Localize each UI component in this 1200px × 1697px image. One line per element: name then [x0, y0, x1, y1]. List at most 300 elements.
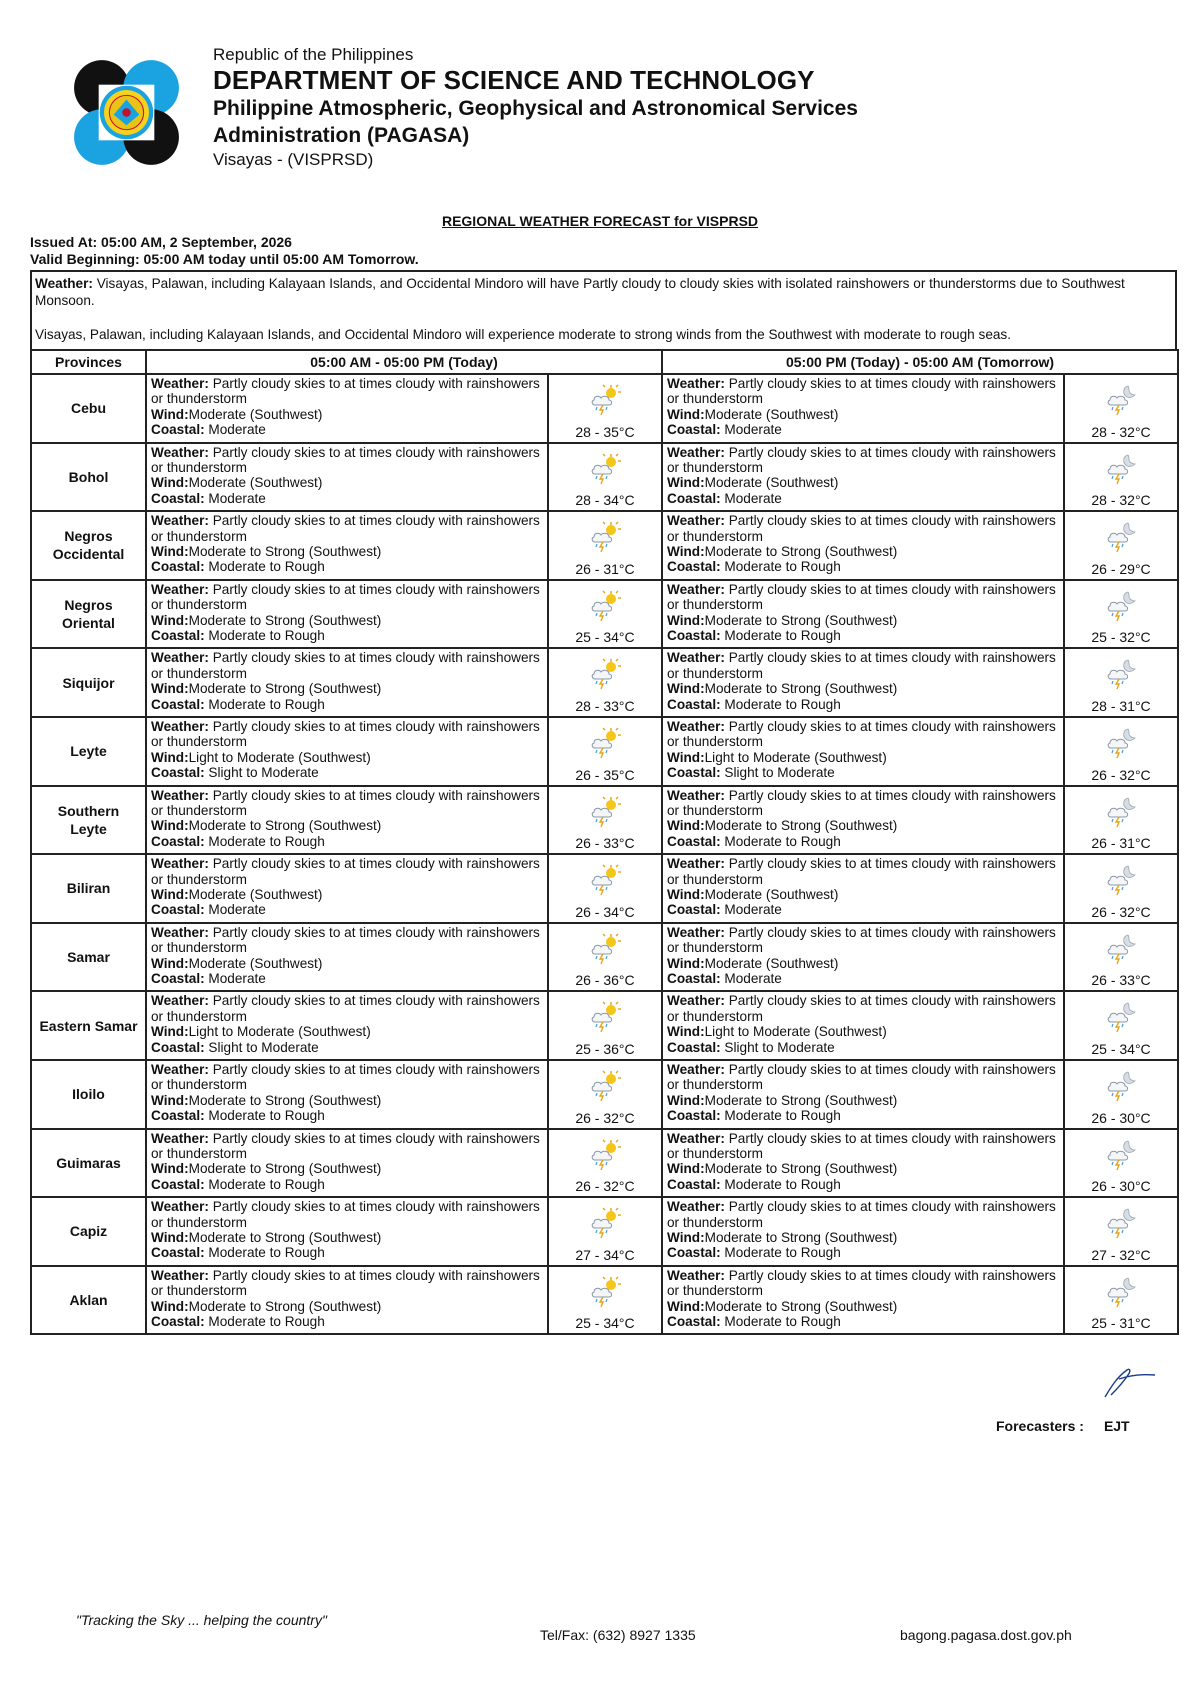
- night-temperature-range: 26 - 31°C: [1091, 835, 1151, 852]
- coastal-value: Moderate: [204, 902, 266, 918]
- weather-line: [667, 376, 1059, 407]
- night-icon-cell: [1064, 786, 1178, 855]
- day-forecast-description: [146, 648, 548, 717]
- region-name: Visayas - (VISPRSD): [213, 150, 374, 169]
- valid-period: Valid Beginning: 05:00 AM today until 05:00 AM Tomorrow.: [30, 251, 419, 267]
- slogan: "Tracking the Sky ... helping the country": [76, 1612, 327, 1628]
- weather-value: Partly cloudy skies to at times cloudy with rainshowers or thunderstorm: [151, 787, 540, 818]
- coastal-label: Coastal:: [667, 765, 721, 781]
- weather-label: Weather:: [667, 581, 725, 597]
- weather-summary-line1: [35, 275, 1172, 309]
- table-row: [31, 991, 1178, 1060]
- wind-line: [667, 887, 1059, 902]
- night-forecast-description: [662, 991, 1064, 1060]
- weather-value: Partly cloudy skies to at times cloudy with rainshowers or thunderstorm: [151, 1061, 540, 1093]
- wind-value: Light to Moderate (Southwest): [704, 1024, 887, 1040]
- weather-label: Weather:: [667, 856, 725, 872]
- night-temperature-range: 26 - 30°C: [1091, 1109, 1151, 1126]
- wind-line: [151, 613, 543, 628]
- weather-value: Partly cloudy skies to at times cloudy with rainshowers or thunderstorm: [667, 856, 1056, 887]
- weather-label: Weather:: [667, 1267, 725, 1283]
- night-forecast-description: [662, 717, 1064, 786]
- night-icon-cell: [1064, 443, 1178, 512]
- coastal-value: Moderate: [204, 490, 266, 506]
- coastal-value: Moderate to Rough: [720, 833, 841, 849]
- wind-line: [667, 1230, 1059, 1245]
- day-temperature-range: 28 - 34°C: [575, 492, 635, 509]
- wind-value: Light to Moderate (Southwest): [188, 1024, 371, 1040]
- night-icon-cell: [1064, 1060, 1178, 1129]
- weather-label: Weather:: [667, 718, 725, 734]
- wind-label: Wind:: [667, 886, 705, 902]
- coastal-label: Coastal:: [151, 559, 205, 575]
- weather-line: [151, 788, 543, 819]
- coastal-value: Moderate to Rough: [720, 696, 841, 712]
- day-temperature-range: 25 - 34°C: [575, 1315, 635, 1332]
- province-name: Negros Occidental: [31, 511, 146, 580]
- wind-value: Moderate to Strong (Southwest): [188, 818, 382, 834]
- weather-value: Partly cloudy skies to at times cloudy with rainshowers or thunderstorm: [151, 581, 540, 613]
- weather-label: Weather:: [667, 444, 725, 460]
- coastal-label: Coastal:: [667, 1039, 721, 1055]
- wind-line: [151, 1299, 543, 1314]
- weather-label: Weather:: [151, 581, 209, 597]
- forecaster-signature: [1097, 1365, 1157, 1401]
- wind-value: Moderate to Strong (Southwest): [188, 612, 382, 628]
- day-forecast-description: [146, 1060, 548, 1129]
- weather-line: [667, 650, 1059, 681]
- coastal-label: Coastal:: [151, 1176, 205, 1192]
- wind-label: Wind:: [667, 681, 705, 697]
- weather-label: Weather:: [151, 376, 209, 391]
- table-row: [31, 1266, 1178, 1335]
- wind-label: Wind:: [667, 1161, 705, 1177]
- wind-label: Wind:: [151, 475, 189, 491]
- wind-label: Wind:: [667, 1024, 705, 1040]
- weather-summary-label: Weather:: [35, 276, 93, 291]
- weather-label: Weather:: [667, 1130, 725, 1146]
- night-temperature-range: 28 - 32°C: [1091, 492, 1151, 509]
- night-temperature-range: 26 - 33°C: [1091, 972, 1151, 989]
- coastal-label: Coastal:: [667, 422, 721, 438]
- wind-line: [667, 1093, 1059, 1108]
- wind-label: Wind:: [151, 1092, 189, 1108]
- wind-label: Wind:: [667, 406, 705, 422]
- night-temperature-range: 26 - 32°C: [1091, 903, 1151, 920]
- night-temperature-range: 26 - 32°C: [1091, 766, 1151, 783]
- weather-value: Partly cloudy skies to at times cloudy with rainshowers or thunderstorm: [667, 1267, 1056, 1299]
- wind-label: Wind:: [667, 1092, 705, 1108]
- night-temperature-range: 25 - 32°C: [1091, 629, 1151, 646]
- wind-line: [151, 544, 543, 559]
- coastal-line: [151, 902, 543, 917]
- coastal-line: [151, 971, 543, 986]
- coastal-label: Coastal:: [667, 833, 721, 849]
- wind-label: Wind:: [151, 544, 189, 559]
- night-icon-cell: [1064, 1129, 1178, 1198]
- coastal-value: Moderate: [720, 422, 782, 438]
- weather-line: [151, 650, 543, 681]
- coastal-line: [151, 1040, 543, 1055]
- weather-label: Weather:: [667, 787, 725, 803]
- weather-label: Weather:: [151, 1267, 209, 1283]
- wind-line: [667, 681, 1059, 696]
- coastal-value: Moderate to Rough: [720, 559, 841, 575]
- weather-line: [667, 925, 1059, 956]
- night-temperature-range: 27 - 32°C: [1091, 1246, 1151, 1263]
- weather-line: [151, 513, 543, 544]
- table-row: [31, 511, 1178, 580]
- wind-label: Wind:: [667, 544, 705, 559]
- wind-value: Moderate to Strong (Southwest): [704, 1092, 898, 1108]
- table-row: [31, 648, 1178, 717]
- weather-value: Partly cloudy skies to at times cloudy with rainshowers or thunderstorm: [151, 924, 540, 956]
- coastal-line: [151, 697, 543, 712]
- weather-line: [151, 582, 543, 613]
- weather-label: Weather:: [151, 1130, 209, 1146]
- night-temperature-range: 28 - 31°C: [1091, 697, 1151, 714]
- night-temperature-range: 26 - 30°C: [1091, 1178, 1151, 1195]
- coastal-label: Coastal:: [151, 833, 205, 849]
- weather-line: [667, 1131, 1059, 1162]
- wind-value: Moderate to Strong (Southwest): [188, 1229, 382, 1245]
- wind-line: [667, 407, 1059, 422]
- coastal-line: [151, 491, 543, 506]
- wind-value: Moderate to Strong (Southwest): [704, 1161, 898, 1177]
- table-row: [31, 1060, 1178, 1129]
- wind-line: [151, 681, 543, 696]
- weather-value: Partly cloudy skies to at times cloudy with rainshowers or thunderstorm: [151, 1130, 540, 1161]
- day-icon-cell: [548, 511, 662, 580]
- weather-value: Partly cloudy skies to at times cloudy with rainshowers or thunderstorm: [667, 581, 1056, 613]
- night-icon-cell: [1064, 923, 1178, 992]
- night-forecast-description: [662, 786, 1064, 855]
- wind-value: Moderate to Strong (Southwest): [704, 1298, 898, 1314]
- day-temperature-range: 26 - 33°C: [575, 835, 635, 852]
- coastal-value: Slight to Moderate: [204, 1039, 319, 1055]
- weather-value: Partly cloudy skies to at times cloudy with rainshowers or thunderstorm: [667, 444, 1056, 475]
- weather-value: Partly cloudy skies to at times cloudy with rainshowers or thunderstorm: [667, 1130, 1056, 1161]
- day-icon-cell: [548, 1266, 662, 1335]
- report-title: REGIONAL WEATHER FORECAST for VISPRSD: [441, 213, 759, 229]
- coastal-value: Moderate to Rough: [204, 1176, 325, 1192]
- night-forecast-description: [662, 923, 1064, 992]
- wind-value: Moderate to Strong (Southwest): [188, 681, 382, 697]
- weather-label: Weather:: [151, 993, 209, 1009]
- wind-line: [151, 818, 543, 833]
- wind-value: Moderate (Southwest): [704, 406, 839, 422]
- wind-label: Wind:: [151, 1161, 189, 1177]
- coastal-value: Moderate to Rough: [720, 1176, 841, 1192]
- tel-fax: Tel/Fax: (632) 8927 1335: [540, 1627, 696, 1643]
- day-forecast-description: [146, 580, 548, 649]
- weather-value: Partly cloudy skies to at times cloudy with rainshowers or thunderstorm: [151, 718, 540, 750]
- weather-value: Partly cloudy skies to at times cloudy with rainshowers or thunderstorm: [151, 1199, 540, 1230]
- column-header-tonight: 05:00 PM (Today) - 05:00 AM (Tomorrow): [662, 350, 1178, 374]
- coastal-label: Coastal:: [151, 765, 205, 781]
- weather-value: Partly cloudy skies to at times cloudy with rainshowers or thunderstorm: [667, 924, 1056, 956]
- weather-label: Weather:: [151, 650, 209, 666]
- weather-value: Partly cloudy skies to at times cloudy with rainshowers or thunderstorm: [667, 993, 1056, 1024]
- wind-line: [151, 1093, 543, 1108]
- weather-value: Partly cloudy skies to at times cloudy with rainshowers or thunderstorm: [151, 376, 540, 407]
- wind-value: Moderate to Strong (Southwest): [704, 681, 898, 697]
- coastal-label: Coastal:: [151, 490, 205, 506]
- weather-label: Weather:: [151, 444, 209, 460]
- wind-label: Wind:: [667, 818, 705, 834]
- weather-value: Partly cloudy skies to at times cloudy with rainshowers or thunderstorm: [151, 856, 540, 887]
- night-temperature-range: 25 - 31°C: [1091, 1315, 1151, 1332]
- column-header-provinces: Provinces: [31, 350, 146, 374]
- coastal-line: [151, 559, 543, 574]
- weather-label: Weather:: [667, 1199, 725, 1215]
- wind-line: [667, 956, 1059, 971]
- agency-name-line2: Administration (PAGASA): [213, 124, 470, 147]
- wind-label: Wind:: [151, 1024, 189, 1040]
- day-icon-cell: [548, 991, 662, 1060]
- coastal-line: [667, 834, 1059, 849]
- wind-value: Moderate (Southwest): [188, 475, 323, 491]
- coastal-label: Coastal:: [151, 902, 205, 918]
- table-row: [31, 580, 1178, 649]
- wind-label: Wind:: [667, 1229, 705, 1245]
- coastal-label: Coastal:: [151, 696, 205, 712]
- night-forecast-description: [662, 1060, 1064, 1129]
- weather-line: [151, 925, 543, 956]
- wind-value: Moderate to Strong (Southwest): [704, 1229, 898, 1245]
- weather-line: [667, 719, 1059, 750]
- weather-value: Partly cloudy skies to at times cloudy with rainshowers or thunderstorm: [667, 1061, 1056, 1093]
- weather-line: [667, 1268, 1059, 1299]
- night-icon-cell: [1064, 1197, 1178, 1266]
- wind-value: Moderate (Southwest): [704, 886, 839, 902]
- table-row: [31, 374, 1178, 443]
- night-icon-cell: [1064, 374, 1178, 443]
- weather-value: Partly cloudy skies to at times cloudy with rainshowers or thunderstorm: [151, 993, 540, 1024]
- wind-line: [667, 1299, 1059, 1314]
- day-icon-cell: [548, 648, 662, 717]
- night-icon-cell: [1064, 580, 1178, 649]
- coastal-value: Moderate to Rough: [720, 628, 841, 643]
- coastal-value: Slight to Moderate: [720, 1039, 835, 1055]
- wind-label: Wind:: [151, 1229, 189, 1245]
- night-forecast-description: [662, 1129, 1064, 1198]
- coastal-label: Coastal:: [667, 1245, 721, 1261]
- table-row: [31, 1129, 1178, 1198]
- coastal-value: Moderate to Rough: [204, 1245, 325, 1261]
- table-row: [31, 854, 1178, 923]
- wind-line: [667, 750, 1059, 765]
- weather-line: [151, 1268, 543, 1299]
- province-name: Samar: [31, 923, 146, 992]
- day-forecast-description: [146, 923, 548, 992]
- day-icon-cell: [548, 786, 662, 855]
- coastal-line: [667, 1040, 1059, 1055]
- coastal-label: Coastal:: [151, 628, 205, 643]
- night-icon-cell: [1064, 991, 1178, 1060]
- wind-value: Moderate to Strong (Southwest): [704, 544, 898, 559]
- wind-value: Moderate (Southwest): [704, 955, 839, 971]
- wind-label: Wind:: [667, 1298, 705, 1314]
- night-icon-cell: [1064, 648, 1178, 717]
- day-icon-cell: [548, 717, 662, 786]
- weather-value: Partly cloudy skies to at times cloudy with rainshowers or thunderstorm: [667, 650, 1056, 681]
- coastal-label: Coastal:: [667, 628, 721, 643]
- coastal-value: Moderate to Rough: [204, 628, 325, 643]
- coastal-label: Coastal:: [151, 970, 205, 986]
- coastal-line: [151, 1245, 543, 1260]
- table-row: [31, 786, 1178, 855]
- forecast-table-body: [31, 374, 1178, 1334]
- weather-summary: [30, 270, 1177, 349]
- night-forecast-description: [662, 443, 1064, 512]
- weather-label: Weather:: [667, 376, 725, 391]
- coastal-value: Slight to Moderate: [720, 765, 835, 781]
- weather-value: Partly cloudy skies to at times cloudy with rainshowers or thunderstorm: [151, 1267, 540, 1299]
- day-temperature-range: 25 - 36°C: [575, 1040, 635, 1057]
- weather-line: [151, 993, 543, 1024]
- coastal-value: Moderate to Rough: [204, 833, 325, 849]
- weather-line: [667, 582, 1059, 613]
- coastal-label: Coastal:: [151, 422, 205, 438]
- day-forecast-description: [146, 854, 548, 923]
- wind-line: [151, 1024, 543, 1039]
- coastal-line: [151, 628, 543, 643]
- day-forecast-description: [146, 374, 548, 443]
- coastal-value: Moderate to Rough: [204, 1313, 325, 1329]
- day-forecast-description: [146, 1197, 548, 1266]
- day-temperature-range: 26 - 31°C: [575, 560, 635, 577]
- weather-label: Weather:: [151, 924, 209, 940]
- column-header-today: 05:00 AM - 05:00 PM (Today): [146, 350, 662, 374]
- coastal-value: Moderate to Rough: [720, 1245, 841, 1261]
- wind-line: [151, 1230, 543, 1245]
- day-temperature-range: 26 - 34°C: [575, 903, 635, 920]
- weather-value: Partly cloudy skies to at times cloudy with rainshowers or thunderstorm: [151, 444, 540, 475]
- table-row: [31, 923, 1178, 992]
- coastal-line: [151, 1108, 543, 1123]
- province-name: Iloilo: [31, 1060, 146, 1129]
- day-icon-cell: [548, 443, 662, 512]
- weather-line: [151, 445, 543, 476]
- province-name: Eastern Samar: [31, 991, 146, 1060]
- weather-line: [151, 1062, 543, 1093]
- weather-line: [667, 993, 1059, 1024]
- night-forecast-description: [662, 648, 1064, 717]
- wind-line: [667, 613, 1059, 628]
- wind-label: Wind:: [667, 749, 705, 765]
- table-row: [31, 443, 1178, 512]
- website-url[interactable]: bagong.pagasa.dost.gov.ph: [900, 1627, 1072, 1643]
- province-name: Aklan: [31, 1266, 146, 1335]
- wind-label: Wind:: [667, 475, 705, 491]
- wind-line: [151, 956, 543, 971]
- province-name: Negros Oriental: [31, 580, 146, 649]
- issued-at: Issued At: 05:00 AM, 2 September, 2026: [30, 234, 292, 250]
- day-forecast-description: [146, 511, 548, 580]
- coastal-label: Coastal:: [667, 1108, 721, 1124]
- wind-value: Moderate to Strong (Southwest): [704, 612, 898, 628]
- wind-value: Moderate (Southwest): [188, 886, 323, 902]
- day-icon-cell: [548, 580, 662, 649]
- night-icon-cell: [1064, 717, 1178, 786]
- forecaster-initials: EJT: [1103, 1418, 1130, 1434]
- weather-label: Weather:: [667, 513, 725, 529]
- wind-line: [151, 1161, 543, 1176]
- night-forecast-description: [662, 1197, 1064, 1266]
- weather-label: Weather:: [667, 993, 725, 1009]
- wind-label: Wind:: [151, 406, 189, 422]
- department-name: DEPARTMENT OF SCIENCE AND TECHNOLOGY: [213, 65, 815, 95]
- table-header-row: [31, 350, 1178, 374]
- coastal-value: Moderate to Rough: [204, 559, 325, 575]
- wind-value: Moderate (Southwest): [188, 955, 323, 971]
- coastal-line: [151, 765, 543, 780]
- coastal-label: Coastal:: [151, 1313, 205, 1329]
- agency-name-line1: Philippine Atmospheric, Geophysical and Astronomical Services: [213, 97, 858, 120]
- wind-value: Moderate to Strong (Southwest): [704, 818, 898, 834]
- coastal-label: Coastal:: [667, 902, 721, 918]
- table-row: [31, 717, 1178, 786]
- day-temperature-range: 26 - 35°C: [575, 766, 635, 783]
- weather-label: Weather:: [667, 1061, 725, 1077]
- coastal-line: [151, 834, 543, 849]
- coastal-label: Coastal:: [667, 490, 721, 506]
- coastal-line: [667, 697, 1059, 712]
- night-forecast-description: [662, 580, 1064, 649]
- night-forecast-description: [662, 374, 1064, 443]
- wind-value: Moderate (Southwest): [188, 406, 323, 422]
- wind-line: [667, 1161, 1059, 1176]
- weather-line: [667, 788, 1059, 819]
- wind-value: Moderate to Strong (Southwest): [188, 544, 382, 559]
- day-icon-cell: [548, 374, 662, 443]
- weather-line: [667, 1062, 1059, 1093]
- province-name: Guimaras: [31, 1129, 146, 1198]
- wind-label: Wind:: [151, 886, 189, 902]
- coastal-label: Coastal:: [151, 1108, 205, 1124]
- weather-summary-text1: Visayas, Palawan, including Kalayaan Islands, and Occidental Mindoro will have Partly cloudy to cloudy skies with isolated rainshowers or thunderstorms due to Southwest Monsoon.: [35, 276, 1125, 308]
- night-forecast-description: [662, 511, 1064, 580]
- wind-value: Light to Moderate (Southwest): [704, 749, 887, 765]
- wind-label: Wind:: [151, 818, 189, 834]
- weather-label: Weather:: [151, 1061, 209, 1077]
- day-temperature-range: 26 - 36°C: [575, 972, 635, 989]
- wind-label: Wind:: [151, 612, 189, 628]
- day-icon-cell: [548, 923, 662, 992]
- night-icon-cell: [1064, 1266, 1178, 1335]
- weather-label: Weather:: [151, 787, 209, 803]
- pagasa-logo: [73, 59, 180, 166]
- wind-value: Moderate (Southwest): [704, 475, 839, 491]
- forecasters-label: Forecasters :: [996, 1418, 1084, 1434]
- night-temperature-range: 25 - 34°C: [1091, 1040, 1151, 1057]
- day-icon-cell: [548, 854, 662, 923]
- coastal-line: [151, 1314, 543, 1329]
- coastal-label: Coastal:: [667, 1313, 721, 1329]
- issue-info: [30, 234, 419, 268]
- day-icon-cell: [548, 1129, 662, 1198]
- day-temperature-range: 27 - 34°C: [575, 1246, 635, 1263]
- coastal-line: [667, 1177, 1059, 1192]
- coastal-line: [667, 628, 1059, 643]
- province-name: Capiz: [31, 1197, 146, 1266]
- weather-value: Partly cloudy skies to at times cloudy with rainshowers or thunderstorm: [151, 650, 540, 681]
- weather-label: Weather:: [151, 718, 209, 734]
- wind-line: [151, 475, 543, 490]
- night-temperature-range: 26 - 29°C: [1091, 560, 1151, 577]
- weather-line: [151, 1131, 543, 1162]
